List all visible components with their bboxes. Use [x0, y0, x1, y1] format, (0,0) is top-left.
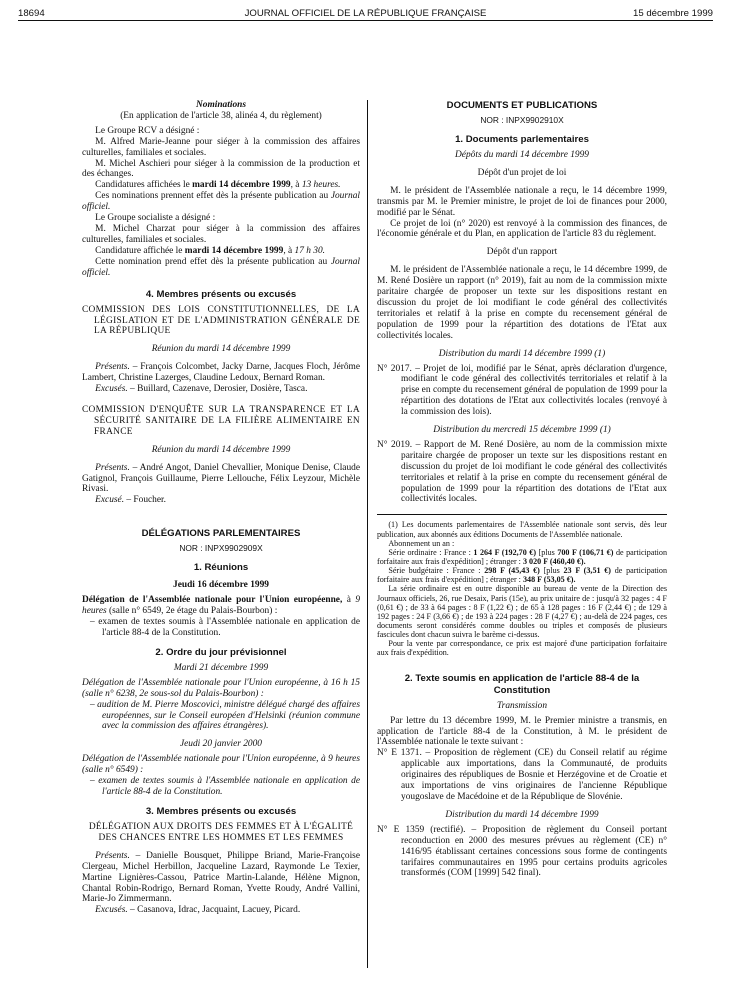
- footnote: (1) Les documents parlementaires de l'Assemblée nationale sont servis, dès leur publication, aux abonnés aux éditions Documents de l'Assemblée nationale. Abonnement un an : Série ordinaire : France : 1 264 F (192,70 €) [plus 700 F (106,71 €) de participation forfaitaire aux frais d'expédition] ; étranger : 3 020 F (460,40 €). Série budgétaire : France : 298 F (45,43 €) [plus 23 F (3,51 €) de participation forfaitaire aux frais d'expédition] ; étranger : 348 F (53,05 €). La série ordinaire est en outre disponible au bureau de vente de la Direction des Journaux officiels, 26, rue Desaix, Paris (15e), au prix unitaire de : jusqu'à 32 pages : 4 F (0,61 €) ; de 33 à 64 pages : 8 F (1,22 €) ; de 65 à 128 pages : 16 F (2,44 €) ; de 129 à 192 pages : 24 F (3,66 €) ; de 193 à 224 pages : 28 F (4,27 €) ; au-delà de 224 pages, ces documents seront considérés comme doubles ou triples et composés de plusieurs fascicules dont chacun suivra le barème ci-dessus. Pour la vente par correspondance, ce prix est majoré d'une participation forfaitaire aux frais d'expédition.: [377, 520, 668, 658]
- delegation-entry: Délégation de l'Assemblée nationale pour l'Union européenne, à 9 heures (salle n° 6549) :: [82, 754, 360, 776]
- section-heading: 1. Documents parlementaires: [455, 133, 589, 145]
- right-column: [377, 100, 667, 879]
- section-heading: 3. Membres présents ou excusés: [145, 805, 297, 817]
- excuses-list: Excusés. – Casanova, Idrac, Jacquaint, Lacuey, Picard.: [95, 905, 301, 916]
- document-entry: N° 2019. – Rapport de M. René Dosière, au nom de la commission mixte paritaire chargée de proposer un texte sur les dispositions restant en discussion du projet de loi modifiant le code général des collectivités territoriales et relatif à la prise en compte du recensement général de population de 1999 pour la répartition des dotations de l'Etat aux collectivités locales.: [377, 439, 667, 505]
- meeting-date: Mardi 21 décembre 1999: [173, 662, 269, 673]
- paragraph: Ce projet de loi (n° 2020) est renvoyé à la commission des finances, de l'économie générale et du Plan, en application de l'article 83 du règlement.: [377, 218, 667, 240]
- page-number: 18694: [18, 8, 45, 19]
- subheading: Dépôt d'un rapport: [486, 247, 558, 258]
- meeting-date: Jeudi 16 décembre 1999: [173, 580, 269, 591]
- nominations-subtitle: (En application de l'article 38, alinéa 4, du règlement): [120, 110, 322, 121]
- document-entry: N° E 1371. – Proposition de règlement (CE) du Conseil relatif au régime applicable aux importations, dans la Communauté, de produits originaires des républiques de Bosnie et Herzégovine et de Croatie et aux importations de vins originaires de l'ancienne République yougoslave de Macédoine et de la République de Slovénie.: [377, 748, 667, 802]
- paragraph: M. le président de l'Assemblée nationale a reçu, le 14 décembre 1999, transmis par M. le Premier ministre, le projet de loi de finances pour 2000, modifié par le Sénat.: [377, 185, 667, 218]
- transmission-label: Transmission: [496, 700, 548, 711]
- reunion-date: Réunion du mardi 14 décembre 1999: [151, 344, 291, 355]
- paragraph: Cette nomination prend effet dès la présente publication au Journal officiel.: [82, 256, 360, 278]
- presents-list: Présents. – Danielle Bousquet, Philippe Briand, Marie-Françoise Clergeau, Michel Herbillon, Jacqueline Lazard, Raymonde Le Texier, Martine Lignières-Cassou, Patrice Martin-Lalande, Hélène Mignon, Chantal Robin-Rodrigo, Bernard Roman, Yvette Roudy, André Vallini, Marie-Jo Zimmermann.: [82, 850, 360, 905]
- nominations-title: Nominations: [195, 100, 246, 110]
- section-heading: 1. Réunions: [193, 562, 249, 574]
- paragraph: Le Groupe socialiste a désigné :: [95, 213, 216, 224]
- presents-list: Présents. – François Colcombet, Jacky Darne, Jacques Floch, Jérôme Lambert, Christine Lazerges, Claudine Ledoux, Bernard Roman.: [82, 362, 360, 384]
- delegation-entry: Délégation de l'Assemblée nationale pour l'Union européenne, à 16 h 15 (salle n° 6238, 2e sous-sol du Palais-Bourbon) :: [82, 677, 360, 699]
- section-title: DÉLÉGATIONS PARLEMENTAIRES: [141, 528, 301, 540]
- column-divider: [367, 100, 368, 968]
- paragraph: Candidature affichée le mardi 14 décembre 1999, à 17 h 30.: [95, 245, 325, 256]
- nor-reference: NOR : INPX9902910X: [480, 115, 564, 126]
- section-heading: 2. Texte soumis en application de l'article 88-4 de la Constitution: [404, 673, 640, 696]
- document-entry: N° 2017. – Projet de loi, modifié par le Sénat, après déclaration d'urgence, modifiant le code général des collectivités territoriales et relatif à la prise en compte du recensement général de population de 1999 pour la répartition des dotations de l'Etat aux collectivités locales (renvoyé à la commission des lois).: [377, 363, 667, 418]
- footnote-rule: [377, 514, 667, 515]
- paragraph: Le Groupe RCV a désigné :: [95, 125, 200, 136]
- agenda-item: – audition de M. Pierre Moscovici, ministre délégué chargé des affaires européennes, sur le Conseil européen d'Helsinki (réunion commune avec la commission des affaires étrangères).: [90, 699, 360, 732]
- paragraph: M. Michel Charzat pour siéger à la commission des affaires culturelles, familiales et sociales.: [82, 223, 360, 245]
- excuses-list: Excusé. – Foucher.: [95, 495, 166, 506]
- agenda-item: – examen de textes soumis à l'Assemblée nationale en application de l'article 88-4 de la Constitution.: [90, 776, 360, 797]
- paragraph: Candidatures affichées le mardi 14 décembre 1999, à 13 heures.: [95, 180, 341, 191]
- excuses-list: Excusés. – Buillard, Cazenave, Derosier, Dosière, Tasca.: [95, 384, 308, 395]
- paragraph: M. le président de l'Assemblée nationale a reçu, le 14 décembre 1999, de M. René Dosière un rapport (n° 2019), fait au nom de la commission mixte paritaire chargée de proposer un texte sur les dispositions restant en discussion du projet de loi modifiant le code général des collectivités territoriales et relatif à la prise en compte du recensement général de population de 1999 pour la répartition des dotations de l'Etat aux collectivités locales.: [377, 265, 667, 341]
- reunion-date: Réunion du mardi 14 décembre 1999: [151, 444, 291, 455]
- distribution-date: Distribution du mardi 14 décembre 1999 (1): [438, 348, 606, 359]
- distribution-date: Distribution du mercredi 15 décembre 1999 (1): [433, 425, 611, 436]
- meeting-date: Jeudi 20 janvier 2000: [179, 739, 262, 750]
- document-entry: N° E 1359 (rectifié). – Proposition de règlement du Conseil portant reconduction en 2000 des mesures prévues au règlement (CE) n° 1416/95 établissant certaines concessions sous forme de contingents tarifaires communautaires en 1995 pour certains produits agricoles transformés (COM [1999] 542 final).: [377, 824, 667, 879]
- commission-name: COMMISSION DES LOIS CONSTITUTIONNELLES, DE LA LÉGISLATION ET DE L'ADMINISTRATION GÉNÉRALE DE LA RÉPUBLIQUE: [82, 304, 360, 337]
- presents-list: Présents. – André Angot, Daniel Chevallier, Monique Denise, Claude Gatignol, François Guillaume, Pierre Lellouche, Félix Leyzour, Michèle Rivasi.: [82, 462, 360, 495]
- distribution-date: Distribution du mardi 14 décembre 1999: [445, 809, 599, 820]
- left-column: [82, 100, 360, 916]
- delegation-name: DÉLÉGATION AUX DROITS DES FEMMES ET À L'ÉGALITÉ DES CHANCES ENTRE LES HOMMES ET LES FEMMES: [88, 821, 354, 843]
- commission-name: COMMISSION D'ENQUÊTE SUR LA TRANSPARENCE ET LA SÉCURITÉ SANITAIRE DE LA FILIÈRE ALIMENTAIRE EN FRANCE: [82, 404, 360, 437]
- journal-title: JOURNAL OFFICIEL DE LA RÉPUBLIQUE FRANÇAISE: [244, 8, 487, 19]
- depots-date: Dépôts du mardi 14 décembre 1999: [455, 150, 589, 160]
- paragraph: Par lettre du 13 décembre 1999, M. le Premier ministre a transmis, en application de l'article 88-4 de la Constitution, à M. le président de l'Assemblée nationale le texte suivant :: [377, 715, 667, 748]
- page-header: [18, 8, 713, 24]
- paragraph: M. Michel Aschieri pour siéger à la commission de la production et des échanges.: [82, 158, 360, 180]
- paragraph: M. Alfred Marie-Jeanne pour siéger à la commission des affaires culturelles, familiales et sociales.: [82, 136, 360, 158]
- nor-reference: NOR : INPX9902909X: [179, 543, 263, 554]
- header-rule: [18, 20, 713, 21]
- delegation-entry: Délégation de l'Assemblée nationale pour l'Union européenne, à 9 heures (salle n° 6549, 2e étage du Palais-Bourbon) :: [82, 595, 360, 617]
- section-heading: 2. Ordre du jour prévisionnel: [155, 646, 287, 658]
- paragraph: Ces nominations prennent effet dès la présente publication au Journal officiel.: [82, 191, 360, 213]
- agenda-item: – examen de textes soumis à l'Assemblée nationale en application de l'article 88-4 de la Constitution.: [90, 616, 360, 638]
- subheading: Dépôt d'un projet de loi: [477, 167, 567, 178]
- issue-date: 15 décembre 1999: [632, 8, 713, 19]
- section-heading: 4. Membres présents ou excusés: [145, 288, 297, 300]
- section-title: DOCUMENTS ET PUBLICATIONS: [446, 100, 598, 111]
